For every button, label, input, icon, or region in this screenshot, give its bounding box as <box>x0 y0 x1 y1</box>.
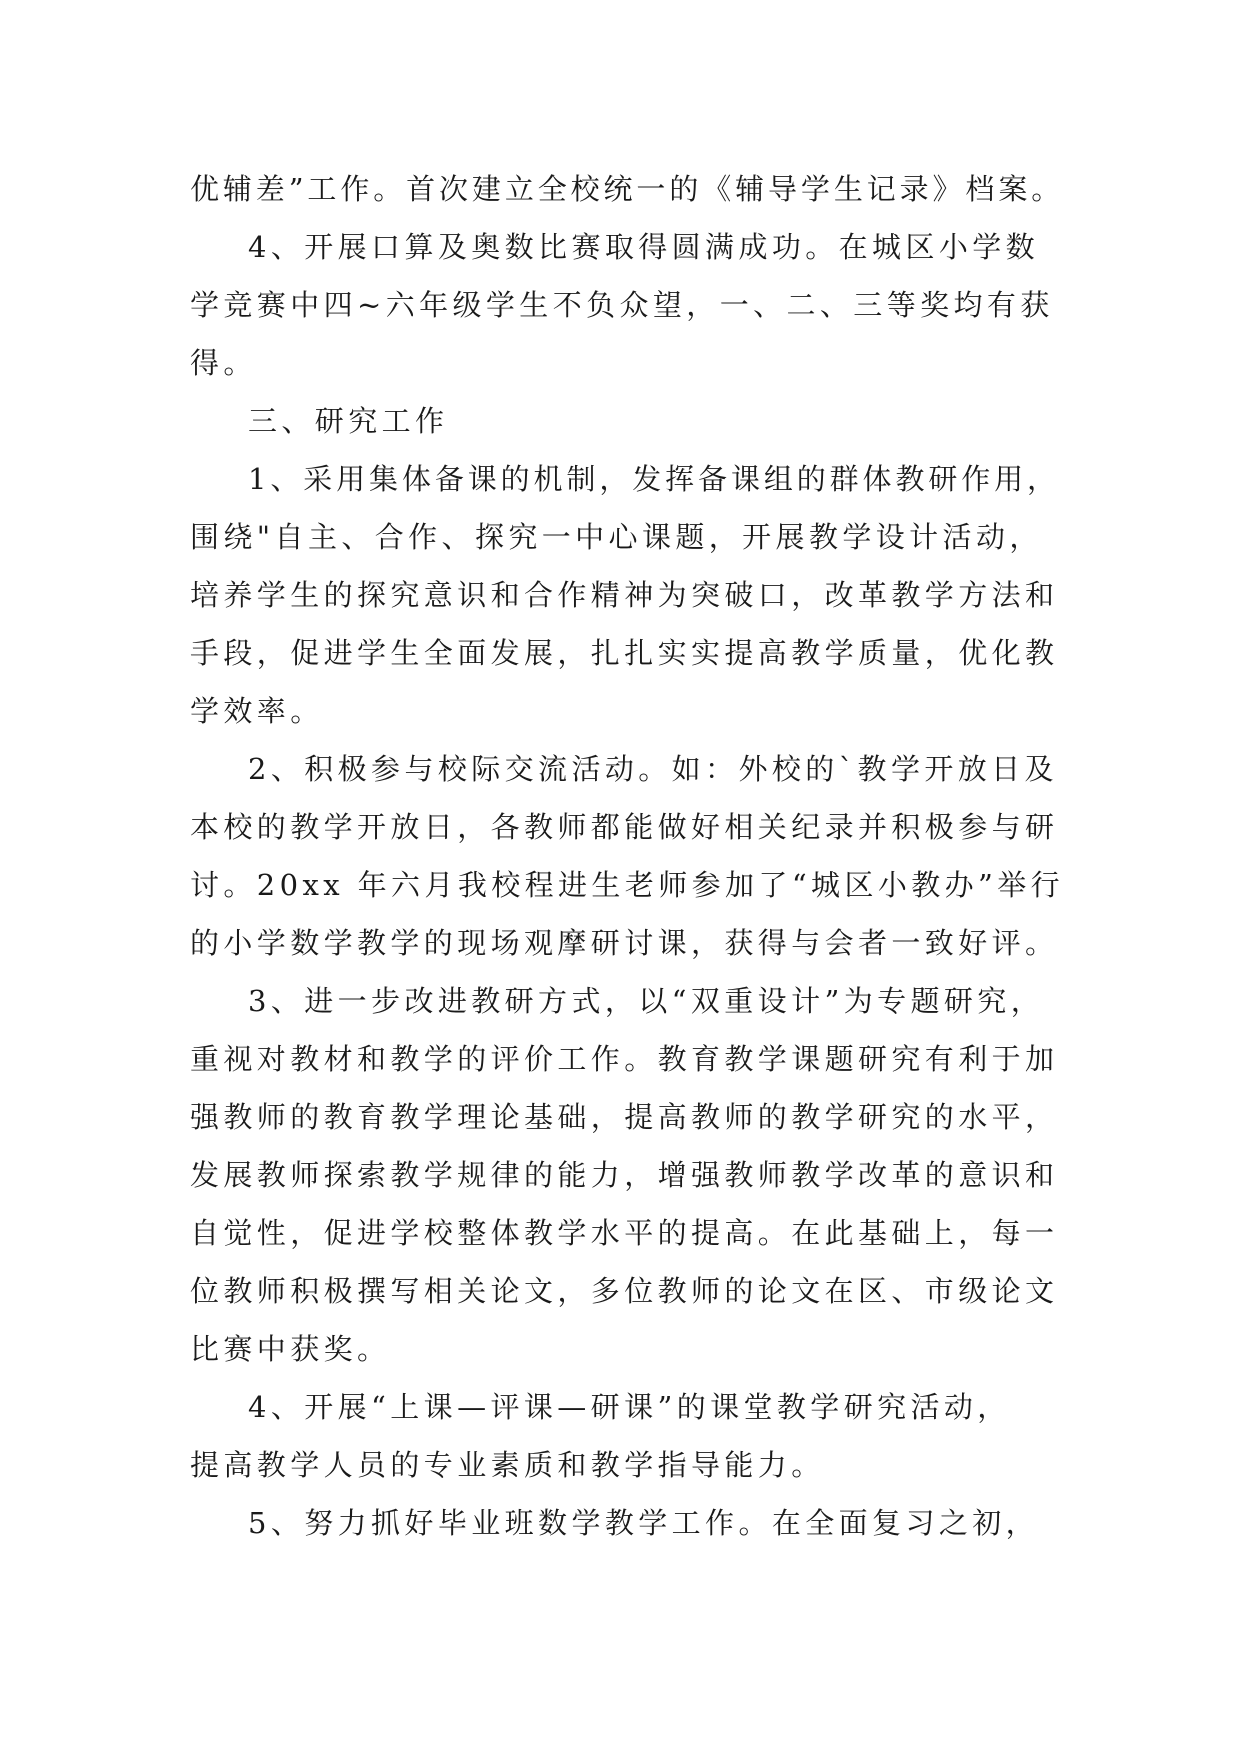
text-line: 4、开展口算及奥数比赛取得圆满成功。在城区小学数 <box>248 230 1040 264</box>
text-line: 位教师积极撰写相关论文，多位教师的论文在区、市级论文 <box>190 1274 1059 1308</box>
text-line: 比赛中获奖。 <box>190 1332 391 1366</box>
section-heading: 三、研究工作 <box>248 404 449 438</box>
text-line: 3、进一步改进教研方式，以“双重设计”为专题研究， <box>248 984 1045 1018</box>
text-line: 培养学生的探究意识和合作精神为突破口，改革教学方法和 <box>190 578 1059 612</box>
text-line: 1、采用集体备课的机制，发挥备课组的群体教研作用， <box>248 462 1060 496</box>
text-line: 5、努力抓好毕业班数学教学工作。在全面复习之初， <box>248 1506 1040 1540</box>
text-line: 自觉性，促进学校整体教学水平的提高。在此基础上，每一 <box>190 1216 1059 1250</box>
text-line: 学竞赛中四~六年级学生不负众望，一、二、三等奖均有获 <box>190 288 1054 322</box>
text-line: 讨。20xx 年六月我校程进生老师参加了“城区小教办”举行 <box>190 868 1065 902</box>
text-line: 4、开展“上课—评课—研课”的课堂教学研究活动， <box>248 1390 1011 1424</box>
text-line: 重视对教材和教学的评价工作。教育教学课题研究有利于加 <box>190 1042 1059 1076</box>
text-line: 发展教师探索教学规律的能力，增强教师教学改革的意识和 <box>190 1158 1059 1192</box>
text-line: 优辅差”工作。首次建立全校统一的《辅导学生记录》档案。 <box>190 172 1065 206</box>
text-line: 2、积极参与校际交流活动。如：外校的`教学开放日及 <box>248 752 1058 786</box>
text-line: 手段，促进学生全面发展，扎扎实实提高教学质量，优化教 <box>190 636 1059 670</box>
text-line: 得。 <box>190 346 257 380</box>
text-line: 本校的教学开放日，各教师都能做好相关纪录并积极参与研 <box>190 810 1059 844</box>
text-line: 围绕"自主、合作、探究一中心课题，开展教学设计活动， <box>190 520 1043 554</box>
text-line: 学效率。 <box>190 694 324 728</box>
text-line: 强教师的教育教学理论基础，提高教师的教学研究的水平， <box>190 1100 1059 1134</box>
text-line: 的小学数学教学的现场观摩研讨课，获得与会者一致好评。 <box>190 926 1059 960</box>
text-line: 提高教学人员的专业素质和教学指导能力。 <box>190 1448 825 1482</box>
